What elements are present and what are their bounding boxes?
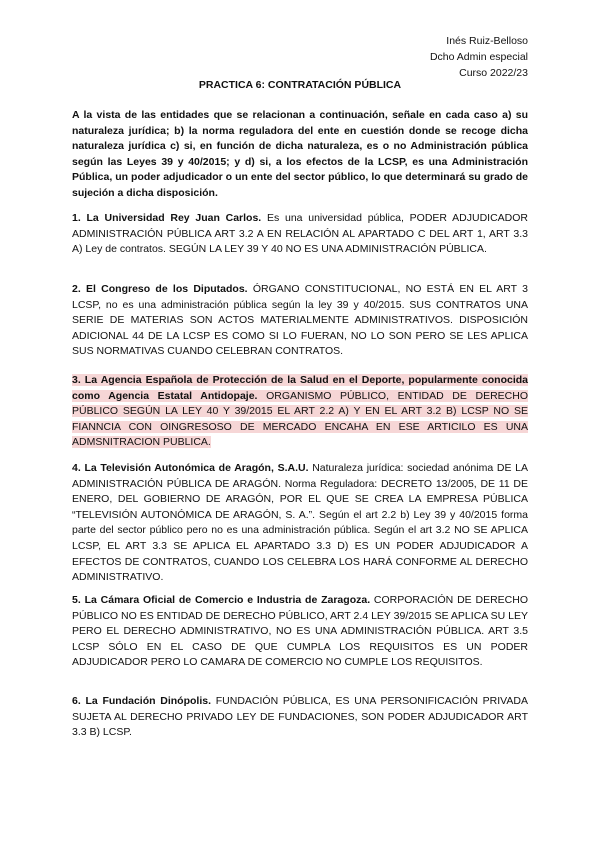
item-text: ORGANISMO PÚBLICO, ENTIDAD DE DERECHO PÚBLICO SEGÚN LA LEY 40 Y 39/2015 EL ART 2.2 A) Y EN EL ART 3.2 B) LCSP NO SE FIANNCIA CON OINGRESOSO DE MERCADO ENCAHA EN ESE ARTICILO ES UNA ADMSNITRACION PUBLICA. bbox=[72, 389, 528, 449]
item-text: Es una universidad pública, PODER ADJUDICADOR ADMINISTRACIÓN PÚBLICA ART 3.2 A EN RELACIÓN AL APARTADO C DEL ART 1, ART 3.3 A) Ley de contratos. SEGÚN LA LEY 39 Y 40 NO ES UNA ADMINISTRACIÓN PÚBLICA. bbox=[72, 212, 528, 256]
list-item bbox=[72, 593, 528, 671]
list-item bbox=[72, 282, 528, 360]
item-text: Naturaleza jurídica: sociedad anónima DE LA ADMINISTRACIÓN PÚBLICA DE ARAGÓN. Norma Reguladora: DECRETO 13/2005, DE 11 DE ENERO, DEL GOBIERNO DE ARAGÓN, POR EL QUE SE CREA LA EMPRESA PÚBLICA “TELEVISIÓN AUTONÓMICA DE ARAGÓN, S. A.”. Según el art 2.2 b) Ley 39 y 40/2015 forma parte del sector público pero no es una administración pública. Según el art 3.2 NO SE APLICA LCSP, EL ART 3.3 SE APLICA EL APARTADO 3.3 D) ES UN PODER ADJUDICADOR A EFECTOS DE CONTRATOS, CUANDO LOS CELEBRA LOS HARÁ CONFORME AL DERECHO ADMINISTRATIVO. bbox=[72, 462, 528, 584]
item-text: CORPORACIÓN DE DERECHO PÚBLICO NO ES ENTIDAD DE DERECHO PÚBLICO, ART 2.4 LEY 39/2015 SE APLICA SU LEY PERO EL DERECHO ADMINISTRATIVO, NO ES UNA ADMINISTRACIÓN PÚBLICA. ART 3.5 LCSP SÓLO EN EL CASO DE QUE CUMPLA LOS REQUISITOS ES UN PODER ADJUDICADOR PERO LO CAMARA DE COMERCIO NO CUMPLE LOS REQUISITOS. bbox=[72, 594, 528, 669]
course-year: Curso 2022/23 bbox=[459, 67, 528, 79]
item-text: FUNDACIÓN PÚBLICA, ES UNA PERSONIFICACIÓN PRIVADA SUJETA AL DERECHO PRIVADO LEY DE FUNDACIONES, SON PODER ADJUDICADOR ART 3.3 B) LCSP. bbox=[72, 695, 528, 739]
document-header bbox=[430, 33, 528, 81]
item-text: ÓRGANO CONSTITUCIONAL, NO ESTÁ EN EL ART 3 LCSP, no es una administración pública según la ley 39 y 40/2015. SUS CONTRATOS UNA SERIE DE MATERIAS SON ACTOS MATERIALMENTE ADMINISTRATIVOS. DISPOSICIÓN ADICIONAL 44 DE LA LCSP ES COMO SI LO FUERAN, NO LO SON PERO SE LES APLICA SUS NORMATIVAS CUANDO CELEBRAN CONTRATOS. bbox=[72, 283, 528, 358]
list-item-highlighted bbox=[72, 373, 528, 451]
course-name: Dcho Admin especial bbox=[429, 51, 528, 63]
item-heading: 2. El Congreso de los Diputados. bbox=[72, 283, 248, 295]
list-item bbox=[72, 461, 528, 586]
author-name: Inés Ruiz-Belloso bbox=[446, 35, 528, 47]
intro-paragraph: A la vista de las entidades que se relacionan a continuación, señale en cada caso a) su naturaleza jurídica; b) la norma reguladora del ente en cuestión donde se recoge dicha naturaleza jurídica c) si, en función de dicha naturaleza, es o no Administración pública según las Leyes 39 y 40/2015; y d) si, a los efectos de la LCSP, es una Administración Pública, un poder adjudicador o un ente del sector público, lo que determinará su grado de sujeción a dicha disposición. bbox=[72, 109, 528, 199]
item-heading: 4. La Televisión Autonómica de Aragón, S.A.U. bbox=[72, 462, 309, 474]
item-heading: 6. La Fundación Dinópolis. bbox=[72, 695, 212, 707]
item-heading: 1. La Universidad Rey Juan Carlos. bbox=[72, 212, 262, 224]
list-item bbox=[72, 694, 528, 741]
list-item bbox=[72, 211, 528, 258]
document-title: PRACTICA 6: CONTRATACIÓN PÚBLICA bbox=[198, 79, 402, 91]
item-heading: 5. La Cámara Oficial de Comercio e Industria de Zaragoza. bbox=[72, 594, 371, 606]
item-heading: 3. La Agencia Española de Protección de la Salud en el Deporte, popularmente conocida como Agencia Estatal Antidopaje. bbox=[72, 374, 528, 402]
